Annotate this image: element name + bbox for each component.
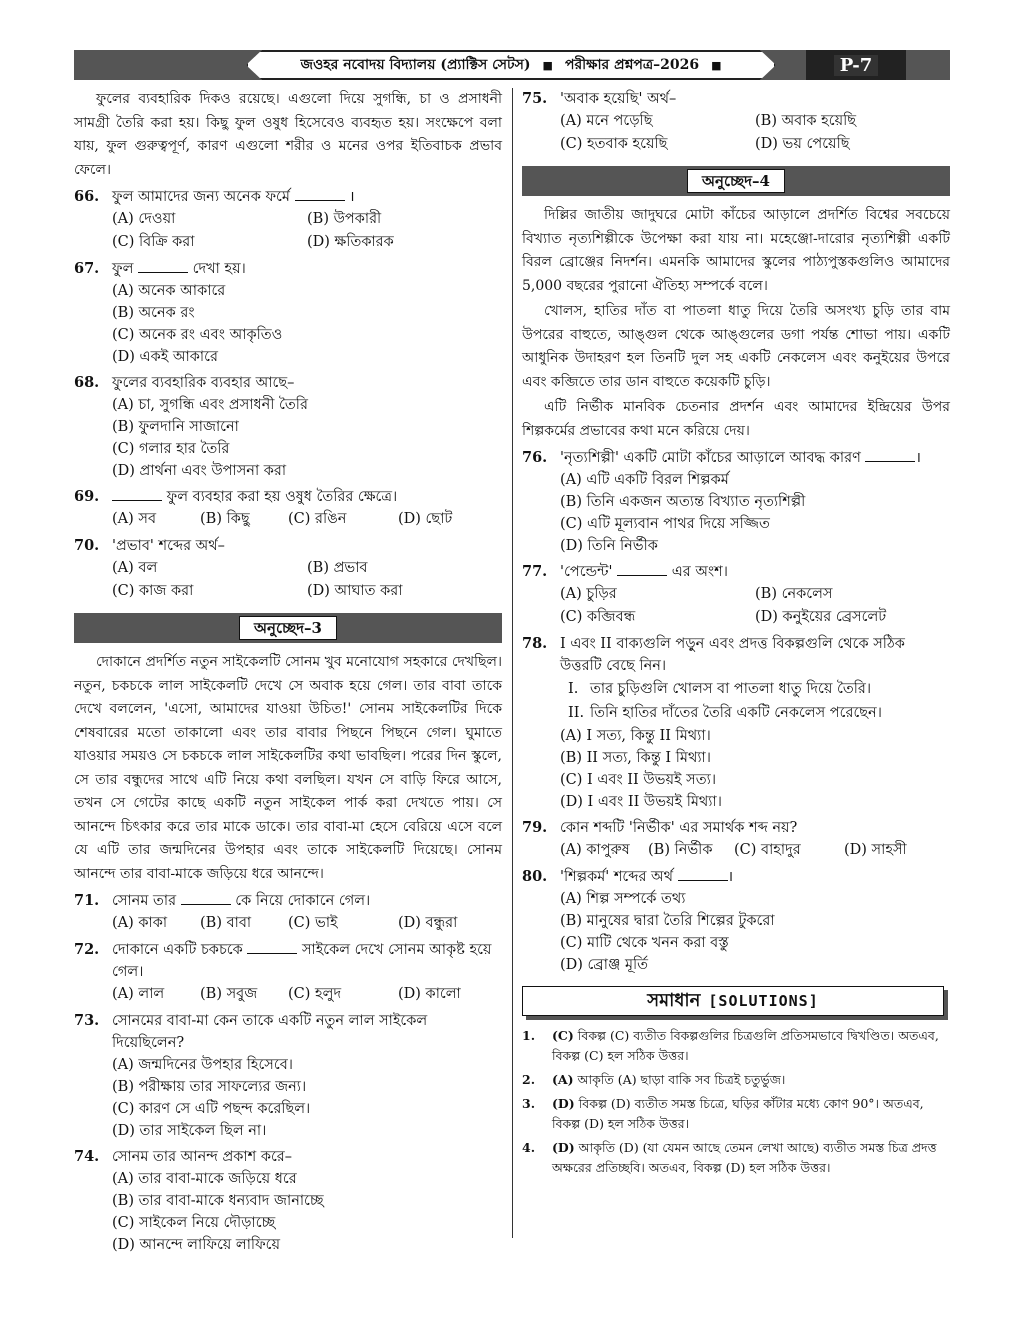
option[interactable]: (B) নেকলেস: [755, 586, 833, 602]
option[interactable]: (C) কব্জিবন্ধ: [560, 609, 636, 625]
option[interactable]: (B) সবুজ: [200, 986, 258, 1002]
column-divider: [512, 88, 513, 1238]
passage-4-para-2: খোলস, হাতির দাঁত বা পাতলা ধাতু দিয়ে তৈরি অসংখ্য চুড়ি তার বাম উপরের বাহুতে, আঙ্গুল থেকে আঙ্গুলের ডগা পর্যন্ত শোভা পায়। একটি আধুনিক উদাহরণ হল তিনটি দুল সহ একটি নেকলেস এবং কনুইয়ের উপরে এবং কব্জিতে তার ডান বাহুতে কয়েকটি চুড়ি।: [522, 303, 950, 390]
option[interactable]: (B) মানুষের দ্বারা তৈরি শিল্পের টুকরো: [560, 913, 775, 929]
header-separator-right: ■: [711, 58, 722, 72]
option[interactable]: (D) আনন্দে লাফিয়ে লাফিয়ে: [112, 1237, 281, 1253]
option[interactable]: (B) II সত্য, কিন্তু I মিথ্যা।: [560, 750, 711, 766]
option[interactable]: (D) তার সাইকেল ছিল না।: [112, 1123, 267, 1139]
left-column: [74, 88, 502, 1256]
option[interactable]: (D) কনুইয়ের ব্রেসলেট: [755, 609, 887, 625]
question-74: 74. সোনম তার আনন্দ প্রকাশ করে–: [74, 1148, 293, 1165]
option[interactable]: (C) কারণ সে এটি পছন্দ করেছিল।: [112, 1101, 311, 1117]
blank: [181, 893, 231, 905]
option[interactable]: (C) রঙিন: [288, 511, 347, 527]
blank: [678, 869, 728, 881]
option[interactable]: (C) গলার হার তৈরি: [112, 441, 230, 457]
question-77: 77. 'পেন্ডেন্ট' এর অংশ।: [522, 563, 728, 580]
option[interactable]: (C) এটি মূল্যবান পাথর দিয়ে সজ্জিত: [560, 516, 770, 532]
question-66: 66. ফুল আমাদের জন্য অনেক ফর্মে ।: [74, 188, 355, 205]
option[interactable]: (C) বাহাদুর: [734, 842, 801, 858]
option[interactable]: (C) I এবং II উভয়ই সত্য।: [560, 772, 717, 788]
option[interactable]: (D) প্রার্থনা এবং উপাসনা করা: [112, 463, 287, 479]
options-78: [522, 725, 950, 813]
option[interactable]: (D) সাহসী: [844, 842, 907, 858]
solution-2: 2. (A) আকৃতি (A) ছাড়া বাকি সব চিত্রই চতুর্ভুজ।: [522, 1072, 786, 1087]
option[interactable]: (B) প্রভাব: [307, 560, 368, 576]
option[interactable]: (C) বিক্রি করা: [112, 234, 195, 250]
section-heading-4: অনুচ্ছেদ–4: [522, 166, 950, 196]
option[interactable]: (D) ক্ষতিকারক: [307, 234, 394, 250]
option[interactable]: (D) কালো: [398, 986, 461, 1002]
solutions-heading: সমাধান [SOLUTIONS]: [522, 986, 950, 1018]
options-77: [522, 583, 950, 629]
question-71: 71. সোনম তার কে নিয়ে দোকানে গেল।: [74, 892, 371, 909]
blank: [617, 564, 667, 576]
option[interactable]: (A) I সত্য, কিন্তু II মিথ্যা।: [560, 728, 711, 744]
option[interactable]: (A) সব: [112, 511, 157, 527]
solution-1: 1. (C) বিকল্প (C) ব্যতীত বিকল্পগুলির চিত্রগুলি প্রতিসমভাবে দ্বিখণ্ডিত। অতএব, বিকল্প (C) হল সঠিক উত্তর।: [522, 1028, 939, 1063]
option[interactable]: (A) দেওয়া: [112, 211, 176, 227]
option[interactable]: (C) হলুদ: [288, 986, 342, 1002]
option[interactable]: (C) হতবাক হয়েছি: [560, 136, 668, 152]
option[interactable]: (C) ভাই: [288, 915, 338, 931]
option[interactable]: (B) ফুলদানি সাজানো: [112, 419, 239, 435]
option[interactable]: (A) চা, সুগন্ধি এবং প্রসাধনী তৈরি: [112, 397, 308, 413]
option[interactable]: (B) তার বাবা-মাকে ধন্যবাদ জানাচ্ছে: [112, 1193, 324, 1209]
solution-4: 4. (D) আকৃতি (D) (যা যেমন আছে তেমন লেখা আছে) ব্যতীত সমস্ত চিত্র প্রদত্ত অক্ষরের প্রতিচ্ছবি। অতএব, বিকল্প (D) হল সঠিক উত্তর।: [522, 1140, 937, 1175]
right-column: [522, 88, 950, 1182]
option[interactable]: (C) সাইকেল নিয়ে দৌড়াচ্ছে: [112, 1215, 276, 1231]
options-79: [522, 839, 950, 862]
header-banner: [246, 50, 776, 80]
question-69: 69. ফুল ব্যবহার করা হয় ওষুধ তৈরির ক্ষেত্রে।: [74, 488, 398, 505]
question-79: 79. কোন শব্দটি 'নির্ভীক' এর সমার্থক শব্দ নয়?: [522, 819, 798, 836]
options-71: [74, 912, 502, 935]
option[interactable]: (C) অনেক রং এবং আকৃতিও: [112, 327, 283, 343]
question-73: 73. সোনমের বাবা-মা কেন তাকে একটি নতুন লাল সাইকেল দিয়েছিলেন?: [74, 1012, 428, 1051]
question-78: 78. I এবং II বাক্যগুলি পড়ুন এবং প্রদত্ত বিকল্পগুলি থেকে সঠিক উত্তরটি বেছে নিন।: [522, 635, 905, 674]
question-68: 68. ফুলের ব্যবহারিক ব্যবহার আছে–: [74, 374, 295, 391]
solution-3: 3. (D) বিকল্প (D) ব্যতীত সমস্ত চিত্রে, ঘড়ির কাঁটার মধ্যে কোণ 90°। অতএব, বিকল্প (D) হল সঠিক উত্তর।: [522, 1096, 924, 1131]
option[interactable]: (D) ছোট: [398, 511, 453, 527]
options-75: [522, 110, 950, 156]
question-76: 76. 'নৃত্যশিল্পী' একটি মোটা কাঁচের আড়ালে আবদ্ধ কারণ ।: [522, 449, 921, 466]
options-66: [74, 208, 502, 254]
intro-passage: ফুলের ব্যবহারিক দিকও রয়েছে। এগুলো দিয়ে সুগন্ধি, চা ও প্রসাধনী সামগ্রী তৈরি করা হয়। কিছু ফুল ওষুধ হিসেবেও ব্যবহৃত হয়। সংক্ষেপে বলা যায়, ফুল গুরুত্বপূর্ণ, কারণ এগুলো শরীর ও মনের ওপর ইতিবাচক প্রভাব ফেলে।: [74, 91, 502, 178]
statement-ii: II. তিনি হাতির দাঁতের তৈরি একটি নেকলেস পরেছেন।: [568, 705, 882, 721]
option[interactable]: (D) ব্রোঞ্জ মূর্তি: [560, 957, 649, 973]
option[interactable]: (A) অনেক আকারে: [112, 283, 226, 299]
option[interactable]: (B) কিছু: [200, 511, 250, 527]
header-separator-left: ■: [542, 58, 553, 72]
option[interactable]: (C) মাটি থেকে খনন করা বস্তু: [560, 935, 729, 951]
header-title: জওহর নবোদয় বিদ্যালয় (প্র্যাক্টিস সেটস): [300, 57, 531, 73]
passage-4-para-1: দিল্লির জাতীয় জাদুঘরে মোটা কাঁচের আড়ালে প্রদর্শিত বিশ্বের সবচেয়ে বিখ্যাত নৃত্যশিল্পীকে উপেক্ষা করা যায় না। মহেঞ্জো-দারোর নৃত্যশিল্পী একটি বিরল ব্রোঞ্জের নিদর্শন। এমনকি আমাদের স্কুলের পাঠ্যপুস্তকগুলিও আমাদের 5,000 বছরের পুরানো ঐতিহ্য সম্পর্কে বলে।: [522, 207, 950, 294]
option[interactable]: (B) পরীক্ষায় তার সাফল্যের জন্য।: [112, 1079, 307, 1095]
statement-i: I. তার চুড়িগুলি খোলস বা পাতলা ধাতু দিয়ে তৈরি।: [568, 681, 872, 697]
option[interactable]: (A) কাকা: [112, 915, 168, 931]
option[interactable]: (A) জন্মদিনের উপহার হিসেবে।: [112, 1057, 293, 1073]
question-67: 67. ফুল দেখা হয়।: [74, 260, 246, 277]
option[interactable]: (C) কাজ করা: [112, 583, 194, 599]
options-68: [74, 394, 502, 482]
passage-4-para-3: এটি নির্ভীক মানবিক চেতনার প্রদর্শন এবং আমাদের ইন্দ্রিয়ের উপর শিল্পকর্মের প্রভাবের কথা মনে করিয়ে দেয়।: [522, 399, 950, 439]
option[interactable]: (A) তার বাবা-মাকে জড়িয়ে ধরে: [112, 1171, 297, 1187]
question-72: 72. দোকানে একটি চকচকে সাইকেল দেখে সোনম আকৃষ্ট হয়ে গেল।: [74, 941, 492, 980]
page-number: P-7: [806, 50, 906, 80]
header-subtitle: পরীক্ষার প্রশ্নপত্র–2026: [564, 57, 700, 73]
option[interactable]: (B) অবাক হয়েছি: [755, 113, 857, 129]
blank: [295, 189, 345, 201]
blank: [138, 261, 188, 273]
options-67: [74, 280, 502, 368]
option[interactable]: (A) চুড়ির: [560, 586, 617, 602]
section-heading-3: অনুচ্ছেদ–3: [74, 613, 502, 643]
option[interactable]: (A) কাপুরুষ: [560, 842, 630, 858]
option[interactable]: (A) মনে পড়েছি: [560, 113, 653, 129]
passage-3: দোকানে প্রদর্শিত নতুন সাইকেলটি সোনম খুব মনোযোগ সহকারে দেখছিল। নতুন, চকচকে লাল সাইকেলটি দেখে সে অবাক হয়ে গেল। তার বাবা তাকে দেখে বললেন, 'এসো, আমাদের যাওয়া উচিত!' সোনম সাইকেলটির দিকে শেষবারের মতো তাকালো এবং তার বাবার পিছনে পিছনে গেল। ঘুমাতে যাওয়ার সময়ও সে চকচকে লাল সাইকেলটির কথা ভাবছিল। পরের দিন স্কুলে, সে তার বন্ধুদের সাথে এটি নিয়ে কথা বলছিল। যখন সে বাড়ি ফিরে আসে, তখন সে গেটের কাছে একটি নতুন সাইকেল পার্ক করা দেখতে পায়। সে আনন্দে চিৎকার করে তার মাকে ডাকে। তার বাবা-মা হেসে বেরিয়ে এসে বলে যে এটি তার জন্মদিনের উপহার এবং তাকে সাইকেলটি দিয়েছে। সোনম আনন্দে তার বাবা-মাকে জড়িয়ে ধরে আনন্দে।: [74, 654, 502, 882]
options-74: [74, 1168, 502, 1256]
blank: [865, 450, 915, 462]
option[interactable]: (B) তিনি একজন অত্যন্ত বিখ্যাত নৃত্যশিল্পী: [560, 494, 806, 510]
option[interactable]: (D) ভয় পেয়েছি: [755, 136, 850, 152]
options-73: [74, 1054, 502, 1142]
question-80: 80. 'শিল্পকর্ম' শব্দের অর্থ ।: [522, 868, 734, 885]
question-70: 70. 'প্রভাব' শব্দের অর্থ–: [74, 537, 225, 554]
option[interactable]: (D) I এবং II উভয়ই মিথ্যা।: [560, 794, 722, 810]
option[interactable]: (B) বাবা: [200, 915, 252, 931]
options-80: [522, 888, 950, 976]
option[interactable]: (A) লাল: [112, 986, 165, 1002]
option[interactable]: (D) তিনি নির্ভীক: [560, 538, 658, 554]
option[interactable]: (D) একই আকারে: [112, 349, 218, 365]
options-72: [74, 983, 502, 1006]
option[interactable]: (A) বল: [112, 560, 158, 576]
option[interactable]: (A) শিল্প সম্পর্কে তথ্য: [560, 891, 686, 907]
option[interactable]: (A) এটি একটি বিরল শিল্পকর্ম: [560, 472, 729, 488]
options-69: [74, 508, 502, 531]
blank: [112, 489, 162, 501]
option[interactable]: (B) উপকারী: [307, 211, 382, 227]
blank: [247, 942, 297, 954]
question-75: 75. 'অবাক হয়েছি' অর্থ–: [522, 90, 677, 107]
options-70: [74, 557, 502, 603]
options-76: [522, 469, 950, 557]
option[interactable]: (B) অনেক রং: [112, 305, 195, 321]
option[interactable]: (B) নির্ভীক: [648, 842, 713, 858]
option[interactable]: (D) বন্ধুরা: [398, 915, 458, 931]
option[interactable]: (D) আঘাত করা: [307, 583, 403, 599]
